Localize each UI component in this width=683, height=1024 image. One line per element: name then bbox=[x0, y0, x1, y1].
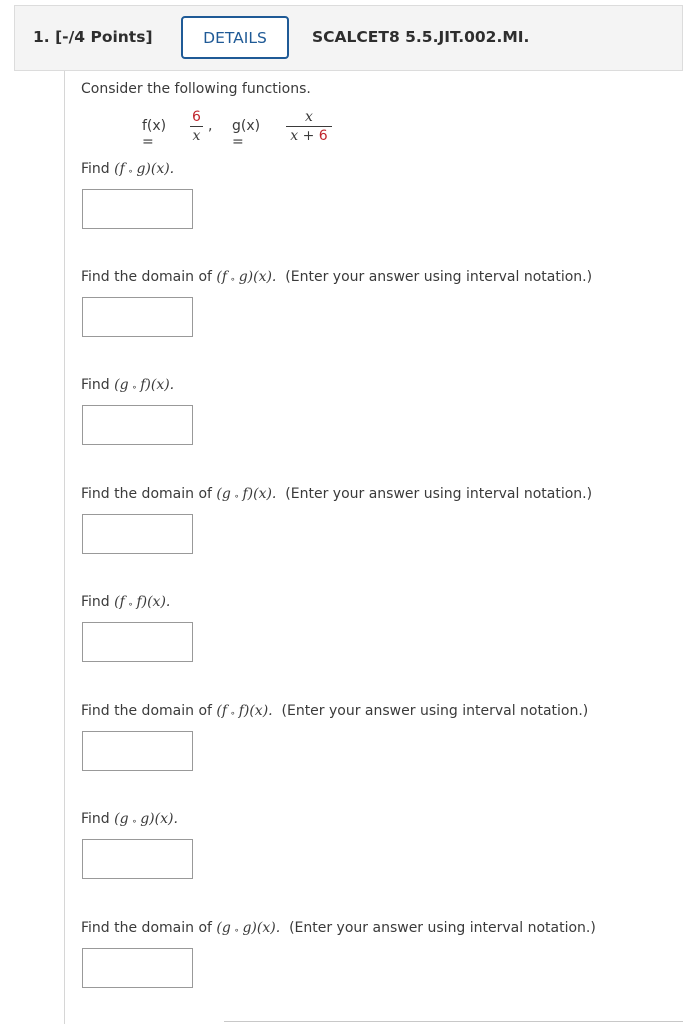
answer-input-fog[interactable] bbox=[82, 189, 193, 229]
question-number: 1. [-/4 Points] bbox=[33, 28, 153, 46]
f-denominator: x bbox=[192, 128, 201, 144]
question-text: Find (f ∘ g)(x). bbox=[81, 161, 175, 177]
question-text: Find (g ∘ g)(x). bbox=[81, 811, 178, 827]
details-button[interactable]: DETAILS bbox=[181, 16, 289, 59]
question-text: Find the domain of (f ∘ f)(x). (Enter your answer using interval notation.) bbox=[81, 703, 589, 719]
separator: , bbox=[208, 118, 213, 134]
answer-input-gof[interactable] bbox=[82, 405, 193, 445]
f-numerator: 6 bbox=[192, 109, 201, 125]
f-fraction bbox=[190, 109, 203, 144]
bottom-divider bbox=[224, 1021, 683, 1022]
question-text: Find the domain of (f ∘ g)(x). (Enter your answer using interval notation.) bbox=[81, 269, 593, 285]
answer-input-gog[interactable] bbox=[82, 839, 193, 879]
answer-input-fof[interactable] bbox=[82, 622, 193, 662]
answer-input-gof-domain[interactable] bbox=[82, 514, 193, 554]
problem-code: SCALCET8 5.5.JIT.002.MI. bbox=[312, 28, 530, 46]
intro-text: Consider the following functions. bbox=[81, 81, 311, 97]
answer-input-gog-domain[interactable] bbox=[82, 948, 193, 988]
question-text: Find the domain of (g ∘ f)(x). (Enter your answer using interval notation.) bbox=[81, 486, 593, 502]
left-divider bbox=[64, 71, 65, 1024]
question-header bbox=[14, 5, 683, 71]
g-numerator: x bbox=[305, 109, 313, 125]
g-denominator: x + 6 bbox=[290, 128, 328, 144]
f-label: f(x) = bbox=[142, 118, 167, 150]
g-fraction bbox=[286, 109, 332, 144]
question-text: Find (g ∘ f)(x). bbox=[81, 377, 175, 393]
answer-input-fof-domain[interactable] bbox=[82, 731, 193, 771]
question-text: Find (f ∘ f)(x). bbox=[81, 594, 171, 610]
answer-input-fog-domain[interactable] bbox=[82, 297, 193, 337]
g-label: g(x) = bbox=[232, 118, 261, 150]
question-text: Find the domain of (g ∘ g)(x). (Enter your answer using interval notation.) bbox=[81, 920, 596, 936]
